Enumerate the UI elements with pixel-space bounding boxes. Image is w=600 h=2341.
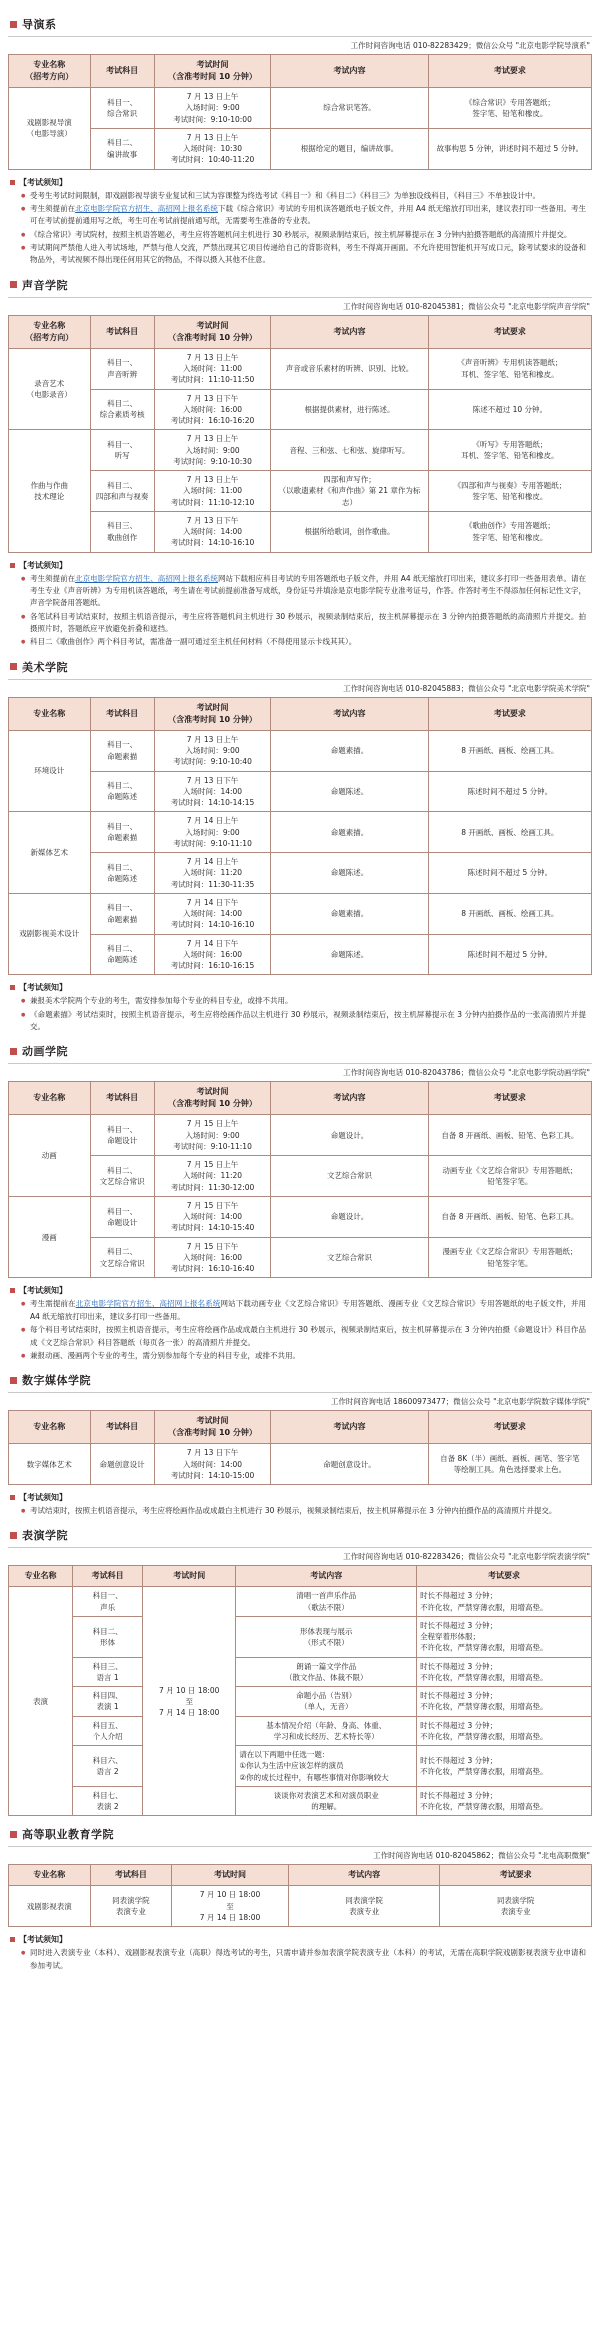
cell-subject: 科目三、 歌曲创作 xyxy=(90,511,154,552)
notice-title: 【考试须知】 xyxy=(19,1286,67,1296)
table-row xyxy=(9,1616,592,1657)
notice-header xyxy=(10,1492,592,1503)
notice-item: ● 《命题素描》考试结束时，按照主机语音提示，考生应将绘画作品以主机进行 30 秒展示，视频录制结束后，按主机屏幕提示在 3 分钟内拍摄作品的一张高清照片并提交。 xyxy=(30,1009,586,1034)
table-row xyxy=(9,1156,592,1197)
table-row xyxy=(9,389,592,430)
col-requirement: 考试要求 xyxy=(428,697,591,730)
col-major: 专业名称 （招考方向） xyxy=(9,315,91,348)
cell-content: 文艺综合常识 xyxy=(271,1156,428,1197)
section-header-shengyin xyxy=(10,277,592,293)
notice-item: ● 考生须提前在北京电影学院官方招生、高招网上报名系统下载《综合常识》考试的专用机读答题纸电子版文件，并用 A4 纸无缩放打印出来，建议表打印一些备用。考生可在考试前提前通用写之纸，考生可在考试前提前通写纸，无需要考生准备的专业表。 xyxy=(30,203,586,228)
bullet-square-icon xyxy=(10,281,17,288)
schedule-table-donghua xyxy=(8,1081,592,1278)
section-title: 声音学院 xyxy=(22,278,68,292)
cell-subject: 科目二、 命题陈述 xyxy=(90,934,154,975)
cell-content: 命题小品（告别） （单人，无音） xyxy=(236,1687,417,1717)
table-row xyxy=(9,1886,592,1927)
bullet-square-icon xyxy=(10,563,15,568)
col-major: 专业名称 xyxy=(9,1566,73,1587)
cell-content: 请在以下两题中任选一题： ①你认为生活中应该怎样的演员 ②你的成长过程中，有哪些事情对你影响较大 xyxy=(236,1746,417,1787)
cell-subject: 命题创意设计 xyxy=(90,1444,154,1485)
table-row xyxy=(9,471,592,512)
cell-time: 7 月 10 日 18:00 至 7 月 14 日 18:00 xyxy=(172,1886,289,1927)
bullet-square-icon xyxy=(10,985,15,990)
cell-content: 根据给定的题目，编讲故事。 xyxy=(271,128,428,169)
cell-subject: 科目二、 四部和声与视奏 xyxy=(90,471,154,512)
table-row xyxy=(9,771,592,812)
col-subject: 考试科目 xyxy=(90,697,154,730)
table-header-row xyxy=(9,1411,592,1444)
cell-subject: 科目一、 命题素描 xyxy=(90,893,154,934)
cell-subject: 科目一、 综合常识 xyxy=(90,88,154,129)
cell-requirement: 陈述时间不超过 5 分钟。 xyxy=(428,853,591,894)
cell-content: 根据所给歌词，创作歌曲。 xyxy=(271,511,428,552)
bullet-square-icon xyxy=(10,180,15,185)
cell-subject: 科目一、 命题素描 xyxy=(90,730,154,771)
contact-line: 工作时间咨询电话 010-82045883；微信公众号 "北京电影学院美术学院" xyxy=(343,683,590,693)
cell-requirement: 自备 8 开画纸、画板、铅笔、色彩工具。 xyxy=(428,1196,591,1237)
cell-requirement: 陈述时间不超过 5 分钟。 xyxy=(428,771,591,812)
bullet-square-icon xyxy=(10,663,17,670)
cell-requirement: 故事构思 5 分钟，讲述时间不超过 5 分钟。 xyxy=(428,128,591,169)
table-row xyxy=(9,1196,592,1237)
bullet-square-icon xyxy=(10,1937,15,1942)
table-row xyxy=(9,853,592,894)
col-requirement: 考试要求 xyxy=(440,1865,592,1886)
table-row xyxy=(9,1237,592,1278)
notice-item: ● 受考生考试时间限制，即戏剧影视导演专业复试和三试为容课整为终选考试《科目一》和《科目二》《科目三》为单独设线科目，《科目三》不单独设计中。 xyxy=(30,190,586,202)
cell-requirement: 《歌曲创作》专用答题纸； 签字笔、铅笔和橡皮。 xyxy=(428,511,591,552)
contact-line: 工作时间咨询电话 18600973477；微信公众号 "北京电影学院数字媒体学院" xyxy=(330,1397,590,1407)
notice-list-shengyin xyxy=(8,573,592,649)
table-row xyxy=(9,893,592,934)
cell-content: 命题陈述。 xyxy=(271,771,428,812)
col-requirement: 考试要求 xyxy=(417,1566,592,1587)
col-content: 考试内容 xyxy=(288,1865,440,1886)
cell-content: 朗诵一篇文学作品 （散文作品、体裁不限） xyxy=(236,1657,417,1687)
cell-major: 作曲与作曲 技术理论 xyxy=(9,430,91,552)
contact-line: 工作时间咨询电话 010-82283429；微信公众号 "北京电影学院导演系" xyxy=(350,41,590,50)
table-header-row xyxy=(9,697,592,730)
section-title: 美术学院 xyxy=(22,660,68,674)
col-subject: 考试科目 xyxy=(90,1082,154,1115)
notice-item: ● 考试结束时，按照主机语音提示，考生应将绘画作品或成最白主机进行 30 秒展示，视频录制结束后，按主机屏幕提示在 3 分钟内拍摄作品的高清照片并提交。 xyxy=(30,1505,586,1517)
cell-content: 命题素描。 xyxy=(271,730,428,771)
table-row xyxy=(9,1587,592,1617)
table-row xyxy=(9,1687,592,1717)
cell-subject: 科目一、 声音听辨 xyxy=(90,348,154,389)
col-subject: 考试科目 xyxy=(90,315,154,348)
col-time: 考试时间 （含准考时间 10 分钟） xyxy=(154,1411,271,1444)
col-time: 考试时间 xyxy=(172,1865,289,1886)
cell-subject: 科目二、 综合素质考核 xyxy=(90,389,154,430)
bullet-square-icon xyxy=(10,1048,17,1055)
table-row xyxy=(9,1716,592,1746)
cell-requirement: 《听写》专用答题纸； 耳机、签字笔、铅笔和橡皮。 xyxy=(428,430,591,471)
col-requirement: 考试要求 xyxy=(428,1411,591,1444)
cell-requirement: 《四部和声与视奏》专用答题纸； 签字笔、铅笔和橡皮。 xyxy=(428,471,591,512)
table-row xyxy=(9,128,592,169)
cell-major: 动画 xyxy=(9,1115,91,1197)
cell-content: 声音或音乐素材的听辨、识别、比较。 xyxy=(271,348,428,389)
section-header-donghua xyxy=(10,1043,592,1059)
col-requirement: 考试要求 xyxy=(428,55,591,88)
col-time: 考试时间 xyxy=(143,1566,236,1587)
cell-requirement: 8 开画纸、画板、绘画工具。 xyxy=(428,893,591,934)
table-header-row xyxy=(9,1865,592,1886)
cell-subject: 科目一、 声乐 xyxy=(73,1587,143,1617)
table-row xyxy=(9,1746,592,1787)
cell-content: 同表演学院 表演专业 xyxy=(288,1886,440,1927)
notice-header xyxy=(10,982,592,993)
notice-list-donghua xyxy=(8,1298,592,1362)
col-content: 考试内容 xyxy=(271,697,428,730)
cell-time: 7 月 13 日下午 入场时间：16:00 考试时间：16:10-16:20 xyxy=(154,389,271,430)
col-time: 考试时间 （含准考时间 10 分钟） xyxy=(154,1082,271,1115)
cell-subject: 科目二、 命题陈述 xyxy=(90,853,154,894)
notice-header xyxy=(10,560,592,571)
notice-title: 【考试须知】 xyxy=(19,983,67,993)
cell-time: 7 月 14 日下午 入场时间：14:00 考试时间：14:10-16:10 xyxy=(154,893,271,934)
cell-subject: 科目二、 编讲故事 xyxy=(90,128,154,169)
cell-requirement: 时长不得超过 3 分钟； 不许化妆，严禁穿薄衣服，用增高垫。 xyxy=(417,1587,592,1617)
cell-requirement: 8 开画纸、画板、绘画工具。 xyxy=(428,812,591,853)
notice-item: ● 兼报美术学院两个专业的考生，需安排参加每个专业的科目专业，或排不共用。 xyxy=(30,995,586,1007)
cell-major: 漫画 xyxy=(9,1196,91,1278)
table-row xyxy=(9,1786,592,1816)
cell-content: 命题陈述。 xyxy=(271,934,428,975)
section-title: 动画学院 xyxy=(22,1045,68,1059)
bullet-square-icon xyxy=(10,1288,15,1293)
cell-subject: 科目四、 表演 1 xyxy=(73,1687,143,1717)
cell-content: 清唱一首声乐作品 （歌法不限） xyxy=(236,1587,417,1617)
cell-time: 7 月 10 日 18:00 至 7 月 14 日 18:00 xyxy=(143,1587,236,1816)
cell-major: 数字媒体艺术 xyxy=(9,1444,91,1485)
notice-item: ● 各笔试科目考试结束时，按照主机语音提示，考生应将答题机问主机进行 30 秒展示，视频录制结束后，按主机屏幕提示在 3 分钟内拍摄答题纸的高清照片并提交。拍摄照片时，答题纸应平放避免折叠和遮挡。 xyxy=(30,611,586,636)
section-title: 数字媒体学院 xyxy=(22,1374,91,1388)
section-header-gaozhi xyxy=(10,1826,592,1842)
col-major: 专业名称 xyxy=(9,1865,91,1886)
cell-time: 7 月 14 日上午 入场时间：9:00 考试时间：9:10-11:10 xyxy=(154,812,271,853)
notice-item: ● 科目二《歌曲创作》两个科目考试，需准备一副可通过至主机任何材料（不得使用显示卡线其其）。 xyxy=(30,636,586,648)
col-time: 考试时间 （含准考时间 10 分钟） xyxy=(154,315,271,348)
col-requirement: 考试要求 xyxy=(428,315,591,348)
schedule-table-shengyin xyxy=(8,315,592,553)
section-divider xyxy=(8,679,592,680)
cell-requirement: 《综合常识》专用答题纸； 签字笔、铅笔和橡皮。 xyxy=(428,88,591,129)
col-content: 考试内容 xyxy=(271,1082,428,1115)
notice-list-gaozhi xyxy=(8,1947,592,1972)
col-major: 专业名称 xyxy=(9,697,91,730)
table-row xyxy=(9,812,592,853)
cell-major: 新媒体艺术 xyxy=(9,812,91,894)
bullet-square-icon xyxy=(10,1831,17,1838)
col-subject: 考试科目 xyxy=(90,55,154,88)
cell-subject: 科目一、 命题素描 xyxy=(90,812,154,853)
notice-title: 【考试须知】 xyxy=(19,560,67,570)
cell-subject: 科目二、 形体 xyxy=(73,1616,143,1657)
table-row xyxy=(9,1657,592,1687)
col-subject: 考试科目 xyxy=(73,1566,143,1587)
table-row xyxy=(9,1444,592,1485)
notice-item: ● 《综合常识》考试院材，按照主机语答题必，考生应将答题机问主机进行 30 秒展示，视频录制结束后，按主机屏幕提示在 3 分钟内拍摄答题纸的高清照片并提交。 xyxy=(30,229,586,241)
table-header-row xyxy=(9,1082,592,1115)
cell-subject: 科目一、 命题设计 xyxy=(90,1196,154,1237)
cell-content: 谈谈你对表演艺术和对演员职业 的理解。 xyxy=(236,1786,417,1816)
table-row xyxy=(9,1115,592,1156)
notice-item: ● 考生需提前在北京电影学院官方招生、高招网上报名系统网站下载动画专业《文艺综合常识》专用答题纸、漫画专业《文艺综合常识》专用答题纸的电子版文件，并用 A4 纸无缩放打印出来，建议多打印一些备用。 xyxy=(30,1298,586,1323)
cell-requirement: 时长不得超过 3 分钟； 不许化妆，严禁穿薄衣服，用增高垫。 xyxy=(417,1657,592,1687)
cell-time: 7 月 13 日上午 入场时间：9:00 考试时间：9:10-10:30 xyxy=(154,430,271,471)
cell-content: 命题素描。 xyxy=(271,893,428,934)
cell-subject: 科目二、 文艺综合常识 xyxy=(90,1237,154,1278)
section-header-daoyanxi xyxy=(10,16,592,32)
cell-subject: 科目一、 命题设计 xyxy=(90,1115,154,1156)
col-content: 考试内容 xyxy=(271,55,428,88)
cell-time: 7 月 13 日上午 入场时间：11:00 考试时间：11:10-11:50 xyxy=(154,348,271,389)
cell-requirement: 动画专业《文艺综合常识》专用答题纸； 铅笔签字笔。 xyxy=(428,1156,591,1197)
schedule-table-daoyanxi xyxy=(8,54,592,170)
notice-list-shumeiti xyxy=(8,1505,592,1517)
cell-time: 7 月 15 日上午 入场时间：11:20 考试时间：11:30-12:00 xyxy=(154,1156,271,1197)
cell-time: 7 月 13 日下午 入场时间：14:00 考试时间：14:10-14:15 xyxy=(154,771,271,812)
schedule-table-shumeiti xyxy=(8,1410,592,1485)
notice-title: 【考试须知】 xyxy=(19,1935,67,1945)
notice-item: ● 同时进入表演专业（本科）、戏剧影视表演专业（高职）得选考试的考生，只需申请并参加表演学院表演专业（本科）的考试，无需在高职学院戏剧影视表演专业申请和参加考试。 xyxy=(30,1947,586,1972)
notice-header xyxy=(10,1285,592,1296)
table-row xyxy=(9,511,592,552)
col-time: 考试时间 （含准考时间 10 分钟） xyxy=(154,55,271,88)
cell-content: 基本情况介绍（年龄、身高、体重、 学习和成长经历、艺术特长等） xyxy=(236,1716,417,1746)
cell-subject: 科目六、 语言 2 xyxy=(73,1746,143,1787)
cell-major: 录音艺术 （电影录音） xyxy=(9,348,91,430)
cell-subject: 科目一、 听写 xyxy=(90,430,154,471)
cell-time: 7 月 15 日上午 入场时间：9:00 考试时间：9:10-11:10 xyxy=(154,1115,271,1156)
table-row xyxy=(9,934,592,975)
cell-time: 7 月 14 日下午 入场时间：16:00 考试时间：16:10-16:15 xyxy=(154,934,271,975)
col-time: 考试时间 （含准考时间 10 分钟） xyxy=(154,697,271,730)
bullet-square-icon xyxy=(10,1495,15,1500)
bullet-square-icon xyxy=(10,21,17,28)
notice-list-daoyanxi xyxy=(8,190,592,267)
notice-item: ● 考试期间严禁他人进入考试场地，严禁与他人交流，严禁出现其它项目传递给自己的背影资料，考生不得离开画面。不允许使用智能机开写成口元，除考试要求的设备和物品外，考试视频不得出现任何用其它的物品，不得以摄入其他不住意。 xyxy=(30,242,586,267)
notice-header xyxy=(10,177,592,188)
schedule-table-meishu xyxy=(8,697,592,976)
cell-requirement: 自备 8K（半）画纸、画板、画笔、签字笔 等绘制工具。角色选择要求上色。 xyxy=(428,1444,591,1485)
cell-content: 四部和声写作； （以歌遗素材《和声作曲》第 21 章作为标志） xyxy=(271,471,428,512)
schedule-table-gaozhi xyxy=(8,1864,592,1927)
cell-subject: 科目五、 个人介绍 xyxy=(73,1716,143,1746)
cell-content: 根据提供素材，进行陈述。 xyxy=(271,389,428,430)
section-divider xyxy=(8,36,592,37)
cell-time: 7 月 13 日上午 入场时间：11:00 考试时间：11:10-12:10 xyxy=(154,471,271,512)
table-header-row xyxy=(9,315,592,348)
table-header-row xyxy=(9,1566,592,1587)
cell-time: 7 月 13 日下午 入场时间：14:00 考试时间：14:10-15:00 xyxy=(154,1444,271,1485)
cell-content: 综合常识笔答。 xyxy=(271,88,428,129)
cell-requirement: 漫画专业《文艺综合常识》专用答题纸； 铅笔签字笔。 xyxy=(428,1237,591,1278)
contact-line: 工作时间咨询电话 010-82283426；微信公众号 "北京电影学院表演学院" xyxy=(343,1552,590,1562)
section-header-meishu xyxy=(10,659,592,675)
bullet-square-icon xyxy=(10,1377,17,1384)
cell-time: 7 月 13 日上午 入场时间：10:30 考试时间：10:40-11:20 xyxy=(154,128,271,169)
col-content: 考试内容 xyxy=(236,1566,417,1587)
cell-content: 音程、三和弦、七和弦、旋律听写。 xyxy=(271,430,428,471)
cell-time: 7 月 15 日下午 入场时间：16:00 考试时间：16:10-16:40 xyxy=(154,1237,271,1278)
cell-requirement: 8 开画纸、画板、绘画工具。 xyxy=(428,730,591,771)
notice-item: ● 每个科目考试结束时，按照主机语音提示，考生应将绘画作品或成最白主机进行 30 秒展示，视频录制结束后，按主机屏幕提示在 3 分钟内拍摄《命题设计》科目作品成《文艺综合常识》科目答题纸（每页各一张）的高清照片并提交。 xyxy=(30,1324,586,1349)
col-major: 专业名称 xyxy=(9,1411,91,1444)
section-divider xyxy=(8,297,592,298)
contact-line: 工作时间咨询电话 010-82045381；微信公众号 "北京电影学院声音学院" xyxy=(343,301,590,311)
cell-time: 7 月 13 日下午 入场时间：14:00 考试时间：14:10-16:10 xyxy=(154,511,271,552)
notice-list-meishu xyxy=(8,995,592,1033)
cell-requirement: 陈述不超过 10 分钟。 xyxy=(428,389,591,430)
cell-subject: 科目七、 表演 2 xyxy=(73,1786,143,1816)
col-major: 专业名称 xyxy=(9,1082,91,1115)
cell-requirement: 时长不得超过 3 分钟； 不许化妆，严禁穿薄衣服，用增高垫。 xyxy=(417,1746,592,1787)
section-header-shumeiti xyxy=(10,1372,592,1388)
cell-content: 命题设计。 xyxy=(271,1115,428,1156)
table-row xyxy=(9,730,592,771)
cell-major: 环境设计 xyxy=(9,730,91,812)
cell-time: 7 月 13 日上午 入场时间：9:00 考试时间：9:10-10:40 xyxy=(154,730,271,771)
section-header-biaoyan xyxy=(10,1527,592,1543)
cell-content: 命题创意设计。 xyxy=(271,1444,428,1485)
cell-requirement: 时长不得超过 3 分钟； 不许化妆，严禁穿薄衣服，用增高垫。 xyxy=(417,1716,592,1746)
bullet-square-icon xyxy=(10,1532,17,1539)
cell-content: 命题陈述。 xyxy=(271,853,428,894)
section-divider xyxy=(8,1547,592,1548)
cell-time: 7 月 15 日下午 入场时间：14:00 考试时间：14:10-15:40 xyxy=(154,1196,271,1237)
cell-requirement: 自备 8 开画纸、画板、铅笔、色彩工具。 xyxy=(428,1115,591,1156)
cell-major: 戏剧影视表演 xyxy=(9,1886,91,1927)
col-subject: 考试科目 xyxy=(90,1865,172,1886)
cell-subject: 科目二、 文艺综合常识 xyxy=(90,1156,154,1197)
col-subject: 考试科目 xyxy=(90,1411,154,1444)
contact-line: 工作时间咨询电话 010-82043786；微信公众号 "北京电影学院动画学院" xyxy=(343,1068,590,1078)
section-divider xyxy=(8,1063,592,1064)
cell-requirement: 陈述时间不超过 5 分钟。 xyxy=(428,934,591,975)
notice-header xyxy=(10,1934,592,1945)
cell-content: 命题素描。 xyxy=(271,812,428,853)
section-title: 表演学院 xyxy=(22,1529,68,1543)
cell-requirement: 《声音听辨》专用机读答题纸； 耳机、签字笔、铅笔和橡皮。 xyxy=(428,348,591,389)
section-title: 高等职业教育学院 xyxy=(22,1828,114,1842)
section-divider xyxy=(8,1392,592,1393)
contact-line: 工作时间咨询电话 010-82045862；微信公众号 "北电高职微聚" xyxy=(373,1851,590,1861)
cell-time: 7 月 14 日上午 入场时间：11:20 考试时间：11:30-11:35 xyxy=(154,853,271,894)
notice-item: ● 考生须提前在北京电影学院官方招生、高招网上报名系统网站下载相应科目考试的专用答题纸电子版文件，并用 A4 纸无缩放打印出来，建议多打印一些备用表单。请在考生专业《声音听辨》为专用机读答题纸，考生请在考试前提前准备写成纸，身份证号并填涂是京电影学院专业准考证号，作答。作答时考生不得添加任何标记性文字，声音学院备用答题纸。 xyxy=(30,573,586,610)
notice-item: ● 兼报动画、漫画两个专业的考生，需分别参加每个专业的科目专业，或排不共用。 xyxy=(30,1350,586,1362)
cell-major: 戏剧影视美术设计 xyxy=(9,893,91,975)
cell-subject: 同表演学院 表演专业 xyxy=(90,1886,172,1927)
cell-content: 形体表现与展示 （形式不限） xyxy=(236,1616,417,1657)
cell-major: 表演 xyxy=(9,1587,73,1816)
cell-requirement: 同表演学院 表演专业 xyxy=(440,1886,592,1927)
cell-major: 戏剧影视导演 （电影导演） xyxy=(9,88,91,170)
col-content: 考试内容 xyxy=(271,1411,428,1444)
col-requirement: 考试要求 xyxy=(428,1082,591,1115)
table-row xyxy=(9,430,592,471)
table-header-row xyxy=(9,55,592,88)
cell-content: 命题设计。 xyxy=(271,1196,428,1237)
section-title: 导演系 xyxy=(22,18,57,31)
cell-time: 7 月 13 日上午 入场时间：9:00 考试时间：9:10-10:00 xyxy=(154,88,271,129)
cell-subject: 科目二、 命题陈述 xyxy=(90,771,154,812)
col-content: 考试内容 xyxy=(271,315,428,348)
cell-requirement: 时长不得超过 3 分钟； 不许化妆，严禁穿薄衣服，用增高垫。 xyxy=(417,1687,592,1717)
col-major: 专业名称 （招考方向） xyxy=(9,55,91,88)
cell-content: 文艺综合常识 xyxy=(271,1237,428,1278)
cell-requirement: 时长不得超过 3 分钟； 全程穿着形体服； 不许化妆，严禁穿薄衣服，用增高垫。 xyxy=(417,1616,592,1657)
table-row xyxy=(9,348,592,389)
notice-title: 【考试须知】 xyxy=(19,177,67,187)
section-divider xyxy=(8,1846,592,1847)
table-row xyxy=(9,88,592,129)
notice-title: 【考试须知】 xyxy=(19,1493,67,1502)
cell-requirement: 时长不得超过 3 分钟； 不许化妆，严禁穿薄衣服，用增高垫。 xyxy=(417,1786,592,1816)
schedule-table-biaoyan xyxy=(8,1565,592,1816)
cell-subject: 科目三、 语言 1 xyxy=(73,1657,143,1687)
